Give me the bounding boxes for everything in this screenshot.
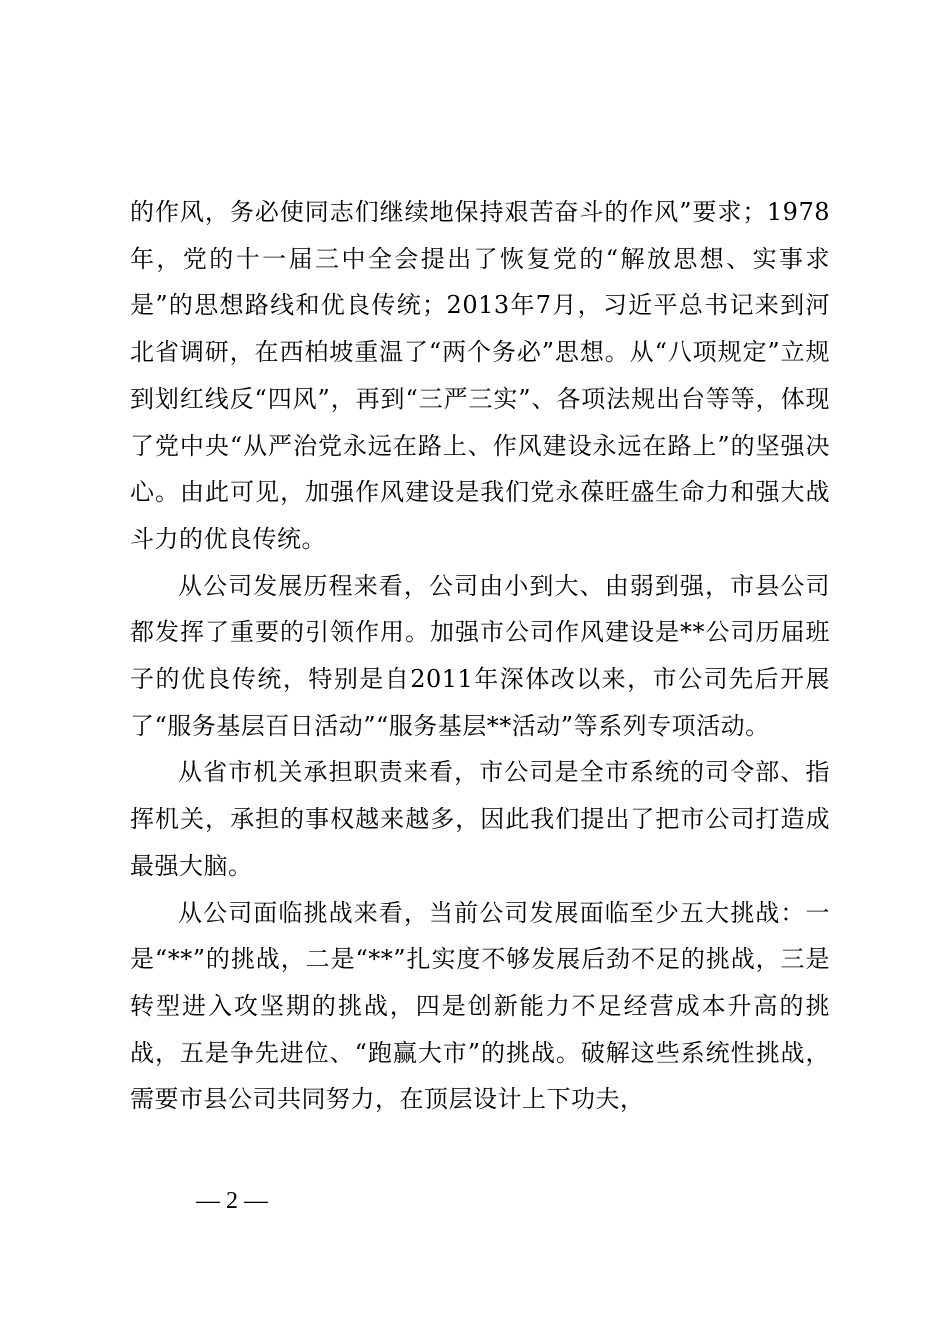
paragraph-company-history: 从公司发展历程来看，公司由小到大、由弱到强，市县公司都发挥了重要的引领作用。加强市公司作风建设是**公司历届班子的优良传统，特别是自2011年深体改以来，市公司先后开展了“服务基层百日活动”“服务基层**活动”等系列专项活动。 — [130, 571, 830, 740]
document-body — [130, 189, 830, 1123]
paragraph-continuation: 的作风，务必使同志们继续地保持艰苦奋斗的作风”要求；1978年，党的十一届三中全会提出了恢复党的“解放思想、实事求是”的思想路线和优良传统；2013年7月，习近平总书记来到河北省调研，在西柏坡重温了“两个务必”思想。从“八项规定”立规到划红线反“四风”，再到“三严三实”、各项法规出台等等，体现了党中央“从严治党永远在路上、作风建设永远在路上”的坚强决心。由此可见，加强作风建设是我们党永葆旺盛生命力和强大战斗力的优良传统。 — [130, 198, 830, 553]
page-number: — 2 — — [196, 1188, 268, 1214]
paragraph-challenges: 从公司面临挑战来看，当前公司发展面临至少五大挑战：一是“**”的挑战，二是“**”扎实度不够发展后劲不足的挑战，三是转型进入攻坚期的挑战，四是创新能力不足经营成本升高的挑战，五是争先进位、“跑赢大市”的挑战。破解这些系统性挑战，需要市县公司共同努力，在顶层设计上下功夫， — [130, 898, 830, 1114]
paragraph-organ-duties: 从省市机关承担职责来看，市公司是全市系统的司令部、指挥机关，承担的事权越来越多，因此我们提出了把市公司打造成最强大脑。 — [130, 758, 830, 880]
